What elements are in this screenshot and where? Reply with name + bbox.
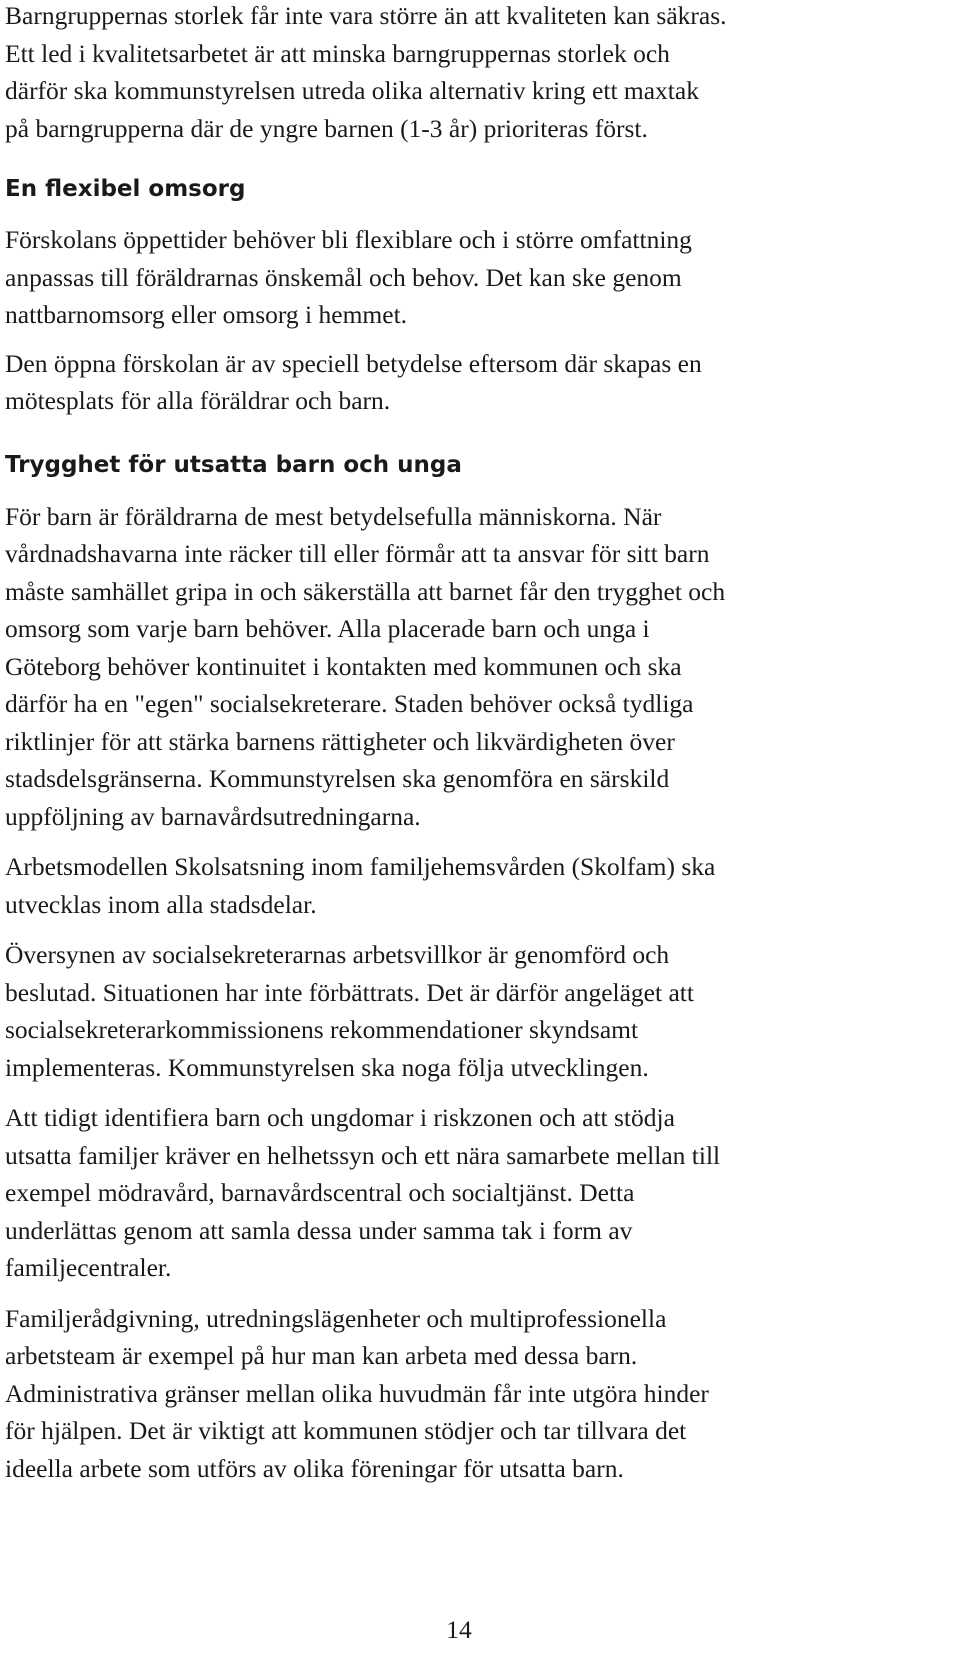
page-number: 14 [446, 1615, 472, 1644]
paragraph-skolfam: Arbetsmodellen Skolsatsning inom familjehemsvården (Skolfam) ska utvecklas inom alla stadsdelar. [5, 852, 716, 919]
paragraph-foraldrarna: För barn är föräldrarna de mest betydelsefulla människorna. När vårdnadshavarna inte räcker till eller förmår att ta ansvar för sitt barn måste samhället gripa in och säkerställa att barnet får den trygghet och omsorg som varje barn behöver. Alla placerade barn och unga i Göteborg behöver kontinuitet i kontakten med kommunen och ska därför ha en "egen" socialsekreterare. Staden behöver också tydliga riktlinjer för att stärka barnens rättigheter och likvärdigheten över stadsdelsgränserna. Kommunstyrelsen ska genomföra en särskild uppföljning av barnavårdsutredningarna. [5, 501, 726, 831]
paragraph-familjeradgivning: Familjerådgivning, utredningslägenheter och multiprofessionella arbetsteam är exempel på hur man kan arbeta med dessa barn. Administrativa gränser mellan olika huvudmän får inte utgöra hinder för hjälpen. Det är viktigt att kommunen stödjer och tar tillvara det ideella arbete som utförs av olika föreningar för utsatta barn. [5, 1303, 709, 1483]
intro-paragraph: Barngruppernas storlek får inte vara större än att kvaliteten kan säkras. Ett led i kvalitetsarbetet är att minska barngruppernas storlek och därför ska kommunstyrelsen utreda olika alternativ kring ett maxtak på barngrupperna där de yngre barnen (1-3 år) prioriteras först. [5, 1, 727, 143]
document-page [5, 0, 945, 1487]
paragraph-oversynen: Översynen av socialsekreterarnas arbetsvillkor är genomförd och beslutad. Situationen har inte förbättrats. Det är därför angeläget att socialsekreterarkommissionens rekommendationer skyndsamt implementeras. Kommunstyrelsen ska noga följa utvecklingen. [5, 940, 694, 1082]
section-heading-flexibel-omsorg: En flexibel omsorg [5, 176, 246, 202]
section-heading-trygghet: Trygghet för utsatta barn och unga [5, 451, 462, 478]
paragraph-oppna-forskolan: Den öppna förskolan är av speciell betydelse eftersom där skapas en mötesplats för alla föräldrar och barn. [5, 348, 702, 415]
paragraph-flexibel-oppettider: Förskolans öppettider behöver bli flexiblare och i större omfattning anpassas till föräldrarnas önskemål och behov. Det kan ske genom nattbarnomsorg eller omsorg i hemmet. [5, 225, 692, 329]
paragraph-familjecentraler: Att tidigt identifiera barn och ungdomar i riskzonen och att stödja utsatta familjer kräver en helhetssyn och ett nära samarbete mellan till exempel mödravård, barnavårdscentral och socialtjänst. Detta underlättas genom att samla dessa under samma tak i form av familjecentraler. [5, 1103, 721, 1282]
